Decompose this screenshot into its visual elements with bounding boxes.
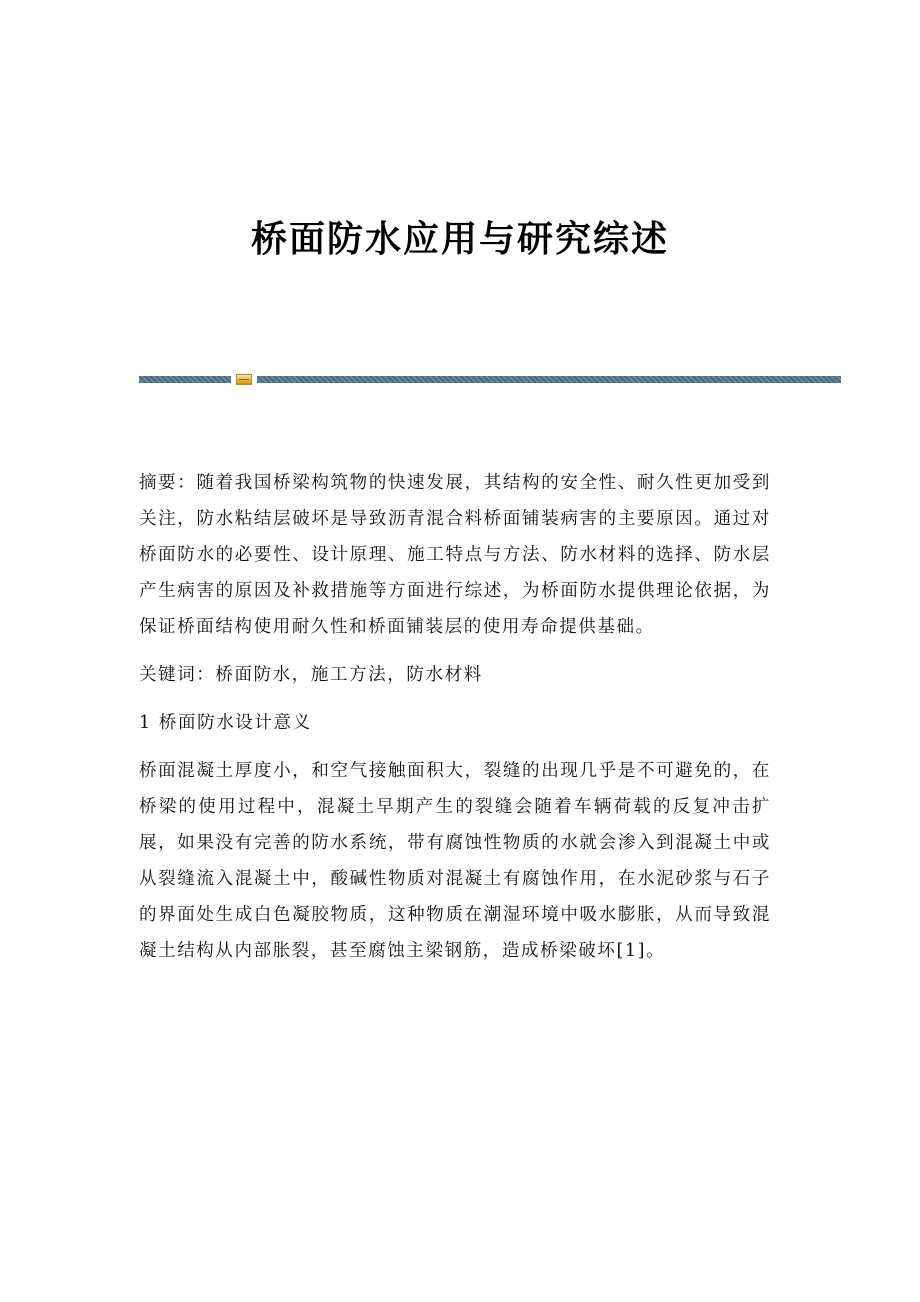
divider-bar-left (139, 376, 231, 383)
document-title: 桥面防水应用与研究综述 (250, 218, 669, 260)
divider-bar-right (257, 376, 841, 383)
keywords-paragraph: 关键词：桥面防水，施工方法，防水材料 (139, 665, 483, 685)
section-heading: 1 桥面防水设计意义 (139, 713, 312, 733)
section-body-paragraph: 桥面混凝土厚度小，和空气接触面积大，裂缝的出现几乎是不可避免的，在桥梁的使用过程中，混凝土早期产生的裂缝会随着车辆荷载的反复冲击扩展，如果没有完善的防水系统，带有腐蚀性物质的水就会渗入到混凝土中或从裂缝流入混凝土中，酸碱性物质对混凝土有腐蚀作用，在水泥砂浆与石子的界面处生成白色凝胶物质，这种物质在潮湿环境中吸水膨胀，从而导致混凝土结构从内部胀裂，甚至腐蚀主梁钢筋，造成桥梁破坏[1]。 (139, 761, 771, 961)
decorative-divider (139, 375, 841, 385)
abstract-paragraph: 摘要：随着我国桥梁构筑物的快速发展，其结构的安全性、耐久性更加受到关注，防水粘结层破坏是导致沥青混合料桥面铺装病害的主要原因。通过对桥面防水的必要性、设计原理、施工特点与方法、防水材料的选择、防水层产生病害的原因及补救措施等方面进行综述，为桥面防水提供理论依据，为保证桥面结构使用耐久性和桥面铺装层的使用寿命提供基础。 (139, 473, 771, 637)
divider-emblem-icon (236, 374, 252, 385)
document-body (139, 465, 771, 981)
